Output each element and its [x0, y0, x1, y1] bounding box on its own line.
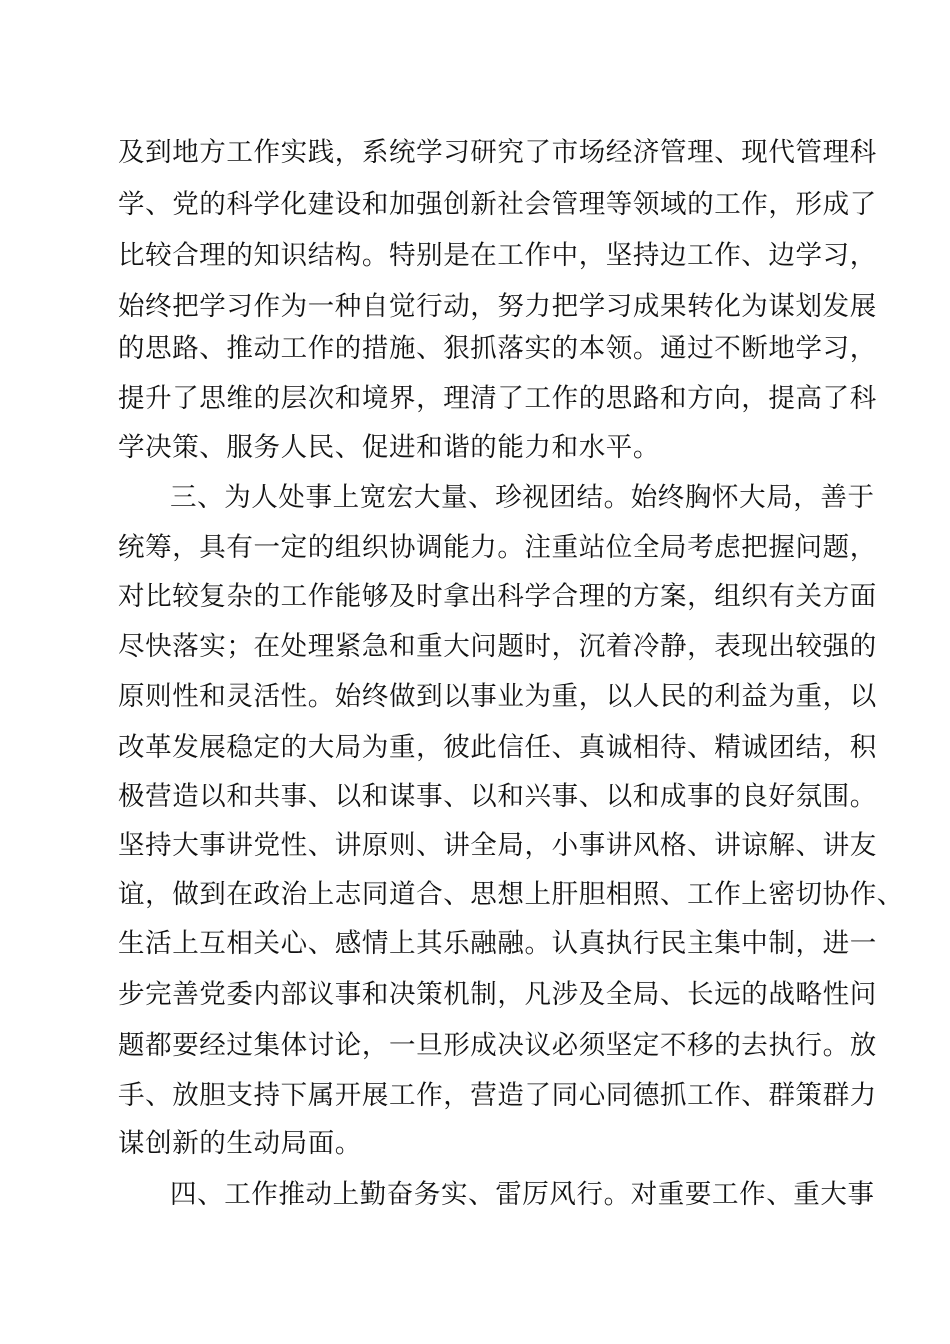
text-line: 的思路、推动工作的措施、狠抓落实的本领。通过不断地学习， [118, 333, 877, 364]
text-line: 原则性和灵活性。始终做到以事业为重，以人民的利益为重，以 [118, 681, 877, 712]
text-line: 改革发展稳定的大局为重，彼此信任、真诚相待、精诚团结，积 [118, 732, 877, 763]
text-line: 手、放胆支持下属开展工作，营造了同心同德抓工作、群策群力 [118, 1080, 877, 1111]
text-line: 提升了思维的层次和境界，理清了工作的思路和方向，提高了科 [118, 383, 877, 414]
text-line: 题都要经过集体讨论，一旦形成决议必须坚定不移的去执行。放 [118, 1030, 877, 1061]
text-line: 谊，做到在政治上志同道合、思想上肝胆相照、工作上密切协作、 [118, 879, 904, 910]
paragraph-3-first-line: 三、为人处事上宽宏大量、珍视团结。始终胸怀大局，善于 [170, 482, 875, 513]
text-line: 尽快落实；在处理紧急和重大问题时，沉着冷静，表现出较强的 [118, 631, 877, 662]
text-line: 坚持大事讲党性、讲原则、讲全局，小事讲风格、讲谅解、讲友 [118, 830, 877, 861]
text-line: 比较合理的知识结构。特别是在工作中，坚持边工作、边学习， [118, 240, 877, 271]
text-line: 对比较复杂的工作能够及时拿出科学合理的方案，组织有关方面 [118, 581, 877, 612]
text-line: 生活上互相关心、感情上其乐融融。认真执行民主集中制，进一 [118, 928, 877, 959]
text-line: 极营造以和共事、以和谋事、以和兴事、以和成事的良好氛围。 [118, 781, 877, 812]
text-line: 步完善党委内部议事和决策机制，凡涉及全局、长远的战略性问 [118, 979, 877, 1010]
text-line: 学、党的科学化建设和加强创新社会管理等领域的工作，形成了 [118, 189, 877, 220]
text-line: 始终把学习作为一种自觉行动，努力把学习成果转化为谋划发展 [118, 291, 877, 322]
text-line: 及到地方工作实践，系统学习研究了市场经济管理、现代管理科 [118, 137, 877, 168]
text-line: 统筹，具有一定的组织协调能力。注重站位全局考虑把握问题， [118, 532, 877, 563]
text-line: 学决策、服务人民、促进和谐的能力和水平。 [118, 432, 660, 463]
paragraph-4-first-line: 四、工作推动上勤奋务实、雷厉风行。对重要工作、重大事 [170, 1179, 875, 1210]
text-line: 谋创新的生动局面。 [118, 1128, 362, 1159]
